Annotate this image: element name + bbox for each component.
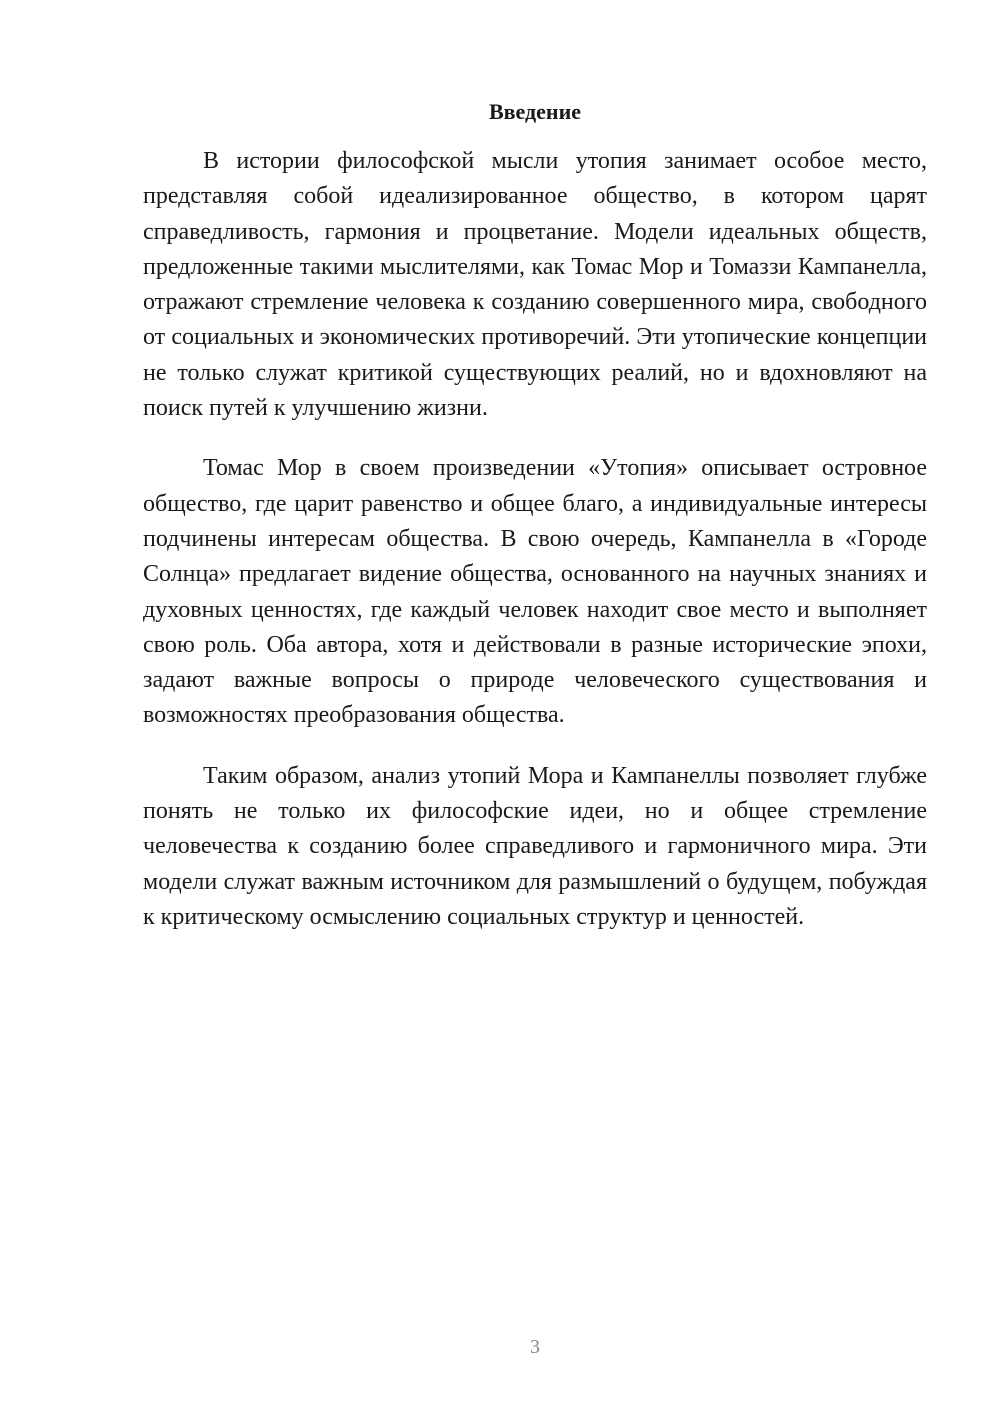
- paragraph-3: Таким образом, анализ утопий Мора и Кампанеллы позволяет глубже понять не только их философские идеи, но и общее стремление человечества к созданию более справедливого и гармоничного мира. Эти модели служат важным источником для размышлений о будущем, побуждая к критическому осмыслению социальных структур и ценностей.: [143, 762, 927, 930]
- page-number: 3: [530, 1336, 540, 1358]
- paragraph-2: Томас Мор в своем произведении «Утопия» описывает островное общество, где царит равенство и общее благо, а индивидуальные интересы подчинены интересам общества. В свою очередь, Кампанелла в «Городе Солнца» предлагает видение общества, основанного на научных знаниях и духовных ценностях, где каждый человек находит свое место и выполняет свою роль. Оба автора, хотя и действовали в разные исторические эпохи, задают важные вопросы о природе человеческого существования и возможностях преобразования общества.: [143, 455, 927, 729]
- body-text: [143, 144, 927, 935]
- section-heading: Введение: [488, 99, 582, 124]
- paragraph-1: В истории философской мысли утопия занимает особое место, представляя собой идеализированное общество, в котором царят справедливость, гармония и процветание. Модели идеальных обществ, предложенные такими мыслителями, как Томас Мор и Томаззи Кампанелла, отражают стремление человека к созданию совершенного мира, свободного от социальных и экономических противоречий. Эти утопические концепции не только служат критикой существующих реалий, но и вдохновляют на поиск путей к улучшению жизни.: [143, 148, 927, 422]
